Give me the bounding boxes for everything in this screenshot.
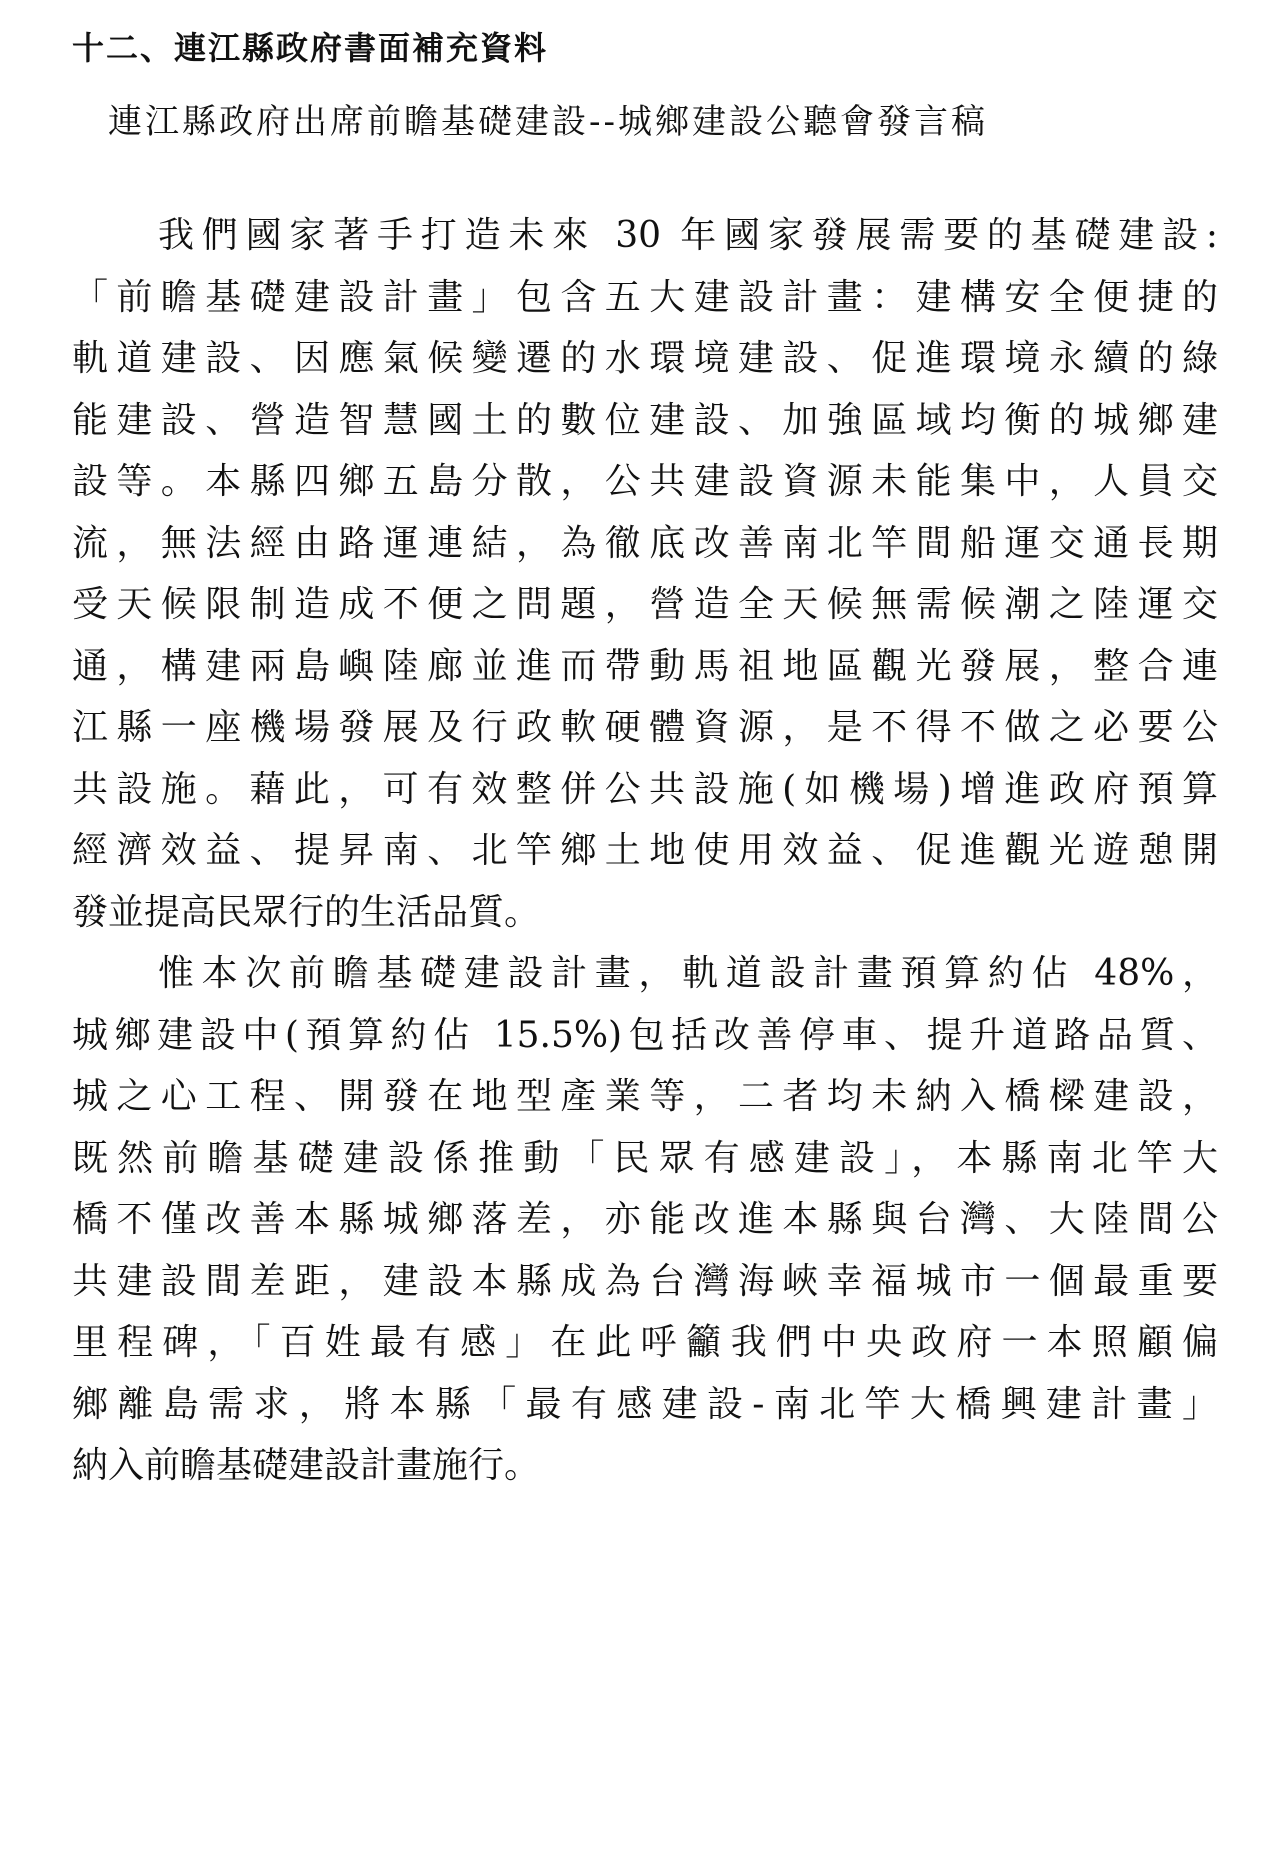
paragraph-line: 我們國家著手打造未來 30 年國家發展需要的基礎建設:	[158, 215, 1218, 256]
document-title: 連江縣政府出席前瞻基礎建設--城鄉建設公聽會發言稿	[108, 102, 988, 142]
paragraph-line: 通，構建兩島嶼陸廊並進而帶動馬祖地區觀光發展，整合連	[72, 645, 1218, 687]
section-heading: 十二、連江縣政府書面補充資料	[72, 29, 549, 67]
paragraph-line: 橋不僅改善本縣城鄉落差，亦能改進本縣與台灣、大陸間公	[72, 1199, 1218, 1240]
paragraph-line: 江縣一座機場發展及行政軟硬體資源，是不得不做之必要公	[72, 707, 1218, 748]
paragraph-2	[72, 943, 1218, 1497]
paragraph-line: 既然前瞻基礎建設係推動「民眾有感建設」，本縣南北竿大	[72, 1137, 1218, 1179]
paragraph-line: 惟本次前瞻基礎建設計畫，軌道設計畫預算約佔 48%，	[158, 953, 1218, 994]
paragraph-line: 鄉離島需求，將本縣「最有感建設-南北竿大橋興建計畫」	[72, 1383, 1218, 1425]
paragraph-line: 共設施。藉此，可有效整併公共設施(如機場)增進政府預算	[72, 768, 1218, 810]
paragraph-line: 軌道建設、因應氣候變遷的水環境建設、促進環境永續的綠	[72, 338, 1218, 379]
paragraph-1	[72, 205, 1218, 943]
paragraph-line: 納入前瞻基礎建設計畫施行。	[72, 1445, 541, 1486]
paragraph-line: 里程碑，「百姓最有感」在此呼籲我們中央政府一本照顧偏	[72, 1322, 1218, 1363]
paragraph-line: 城鄉建設中(預算約佔 15.5%)包括改善停車、提升道路品質、	[72, 1014, 1218, 1056]
paragraph-line: 共建設間差距，建設本縣成為台灣海峽幸福城市一個最重要	[72, 1260, 1218, 1302]
paragraph-line: 發並提高民眾行的生活品質。	[72, 891, 541, 933]
paragraph-line: 流，無法經由路運連結，為徹底改善南北竿間船運交通長期	[72, 522, 1218, 564]
paragraph-line: 城之心工程、開發在地型產業等，二者均未納入橋樑建設，	[72, 1076, 1218, 1117]
paragraph-line: 能建設、營造智慧國土的數位建設、加強區域均衡的城鄉建	[72, 399, 1218, 441]
paragraph-line: 「前瞻基礎建設計畫」包含五大建設計畫：建構安全便捷的	[72, 276, 1218, 318]
paragraph-line: 受天候限制造成不便之問題，營造全天候無需候潮之陸運交	[72, 584, 1218, 625]
paragraph-line: 設等。本縣四鄉五島分散，公共建設資源未能集中，人員交	[72, 461, 1218, 502]
paragraph-line: 經濟效益、提昇南、北竿鄉土地使用效益、促進觀光遊憩開	[72, 830, 1218, 871]
